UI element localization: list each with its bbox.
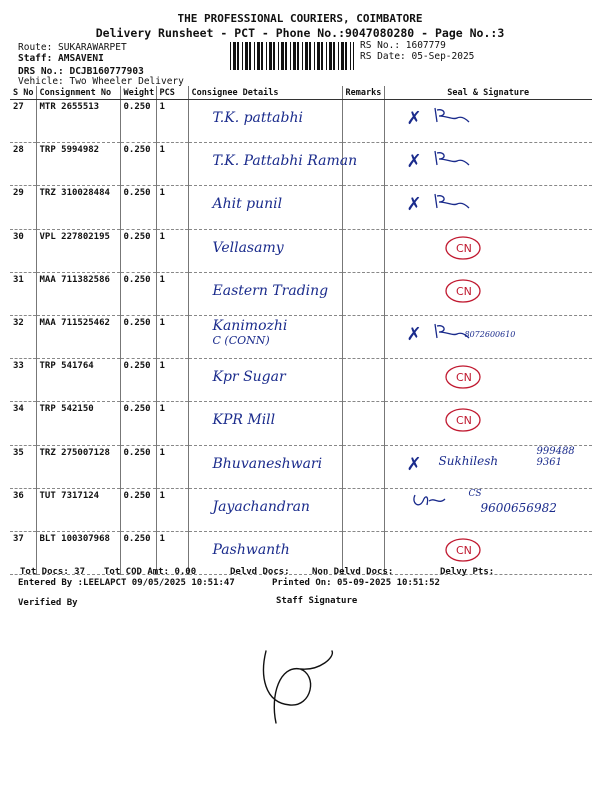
delivered-docs: Delvd Docs: [230,567,290,577]
rs-number: RS No.: 1607779 [360,40,446,51]
table-row [10,100,592,143]
consignment-number: TRP 542150 [36,402,120,445]
entered-by: Entered By :LEELAPCT 09/05/2025 10:51:47 [18,578,235,588]
table-row [10,445,592,488]
cn-stamp [443,234,483,262]
barcode-bar [278,42,279,70]
pieces: 1 [156,402,188,445]
consignee-handwriting [213,456,323,472]
weight: 0.250 [120,272,156,315]
barcode-bar [273,42,275,70]
pieces: 1 [156,186,188,229]
seal-signature-cell [384,359,592,402]
pieces: 1 [156,531,188,574]
consignee-name: Jayachandran [212,498,310,515]
barcode [230,42,354,70]
col-sno: S No [10,86,36,100]
consignment-number: MTR 2655513 [36,100,120,143]
col-seal: Seal & Signature [384,86,592,100]
seal-signature-cell [384,229,592,272]
barcode-bar [249,42,251,70]
table-row [10,402,592,445]
consignee-handwriting [213,499,310,515]
consignee-name: KPR Mill [212,412,276,429]
remarks-cell [342,229,384,272]
remarks-cell [342,488,384,531]
row-sno: 27 [10,100,36,143]
consignee-handwriting [213,153,358,169]
pieces: 1 [156,445,188,488]
delivery-points: Delvy Pts: [440,567,495,577]
remarks-cell [342,100,384,143]
weight: 0.250 [120,488,156,531]
consignment-number: MAA 711382586 [36,272,120,315]
staff-signature-label: Staff Signature [276,596,358,606]
barcode-bar [338,42,339,70]
barcode-bar [237,42,239,70]
printed-on: Printed On: 05-09-2025 10:51:52 [272,578,440,588]
row-sno: 37 [10,531,36,574]
consignee-name: T.K. pattabhi [212,110,303,126]
consignee-note: C (CONN) [212,333,270,347]
seal-note: CS [468,488,482,499]
barcode-bar [309,42,311,70]
remarks-cell [342,272,384,315]
consignment-number: TRZ 310028484 [36,186,120,229]
consignment-number: TRZ 275007128 [36,445,120,488]
barcode-bar [290,42,291,70]
remarks-cell [342,143,384,186]
barcode-bar [254,42,255,70]
consignee-handwriting [213,318,288,347]
consignee-cell [188,402,342,445]
barcode-bar [297,42,299,70]
consignee-name: Vellasamy [212,239,284,256]
weight: 0.250 [120,143,156,186]
barcode-bar [314,42,315,70]
drs-number: DRS No.: DCJB160777903 [18,66,144,77]
row-sno: 32 [10,315,36,358]
col-weight: Weight [120,86,156,100]
cross-mark-icon: ✗ [406,323,422,345]
col-remarks: Remarks [342,86,384,100]
barcode-bar [321,42,323,70]
barcode-bar [345,42,347,70]
table-row [10,272,592,315]
barcode-bar [302,42,303,70]
weight: 0.250 [120,315,156,358]
non-delivered-docs: Non Delvd Docs: [312,567,394,577]
seal-phone: 999488 9361 [536,445,575,468]
consignee-handwriting [213,110,303,126]
pieces: 1 [156,488,188,531]
company-title: THE PROFESSIONAL COURIERS, COIMBATORE [177,12,423,25]
barcode-bar [333,42,335,70]
cross-mark-icon: ✗ [406,151,422,173]
barcode-bar [261,42,263,70]
weight: 0.250 [120,445,156,488]
cn-stamp-text: CN [455,371,472,385]
consignee-name: Kanimozhi [212,317,288,334]
consignee-cell [188,272,342,315]
consignee-handwriting [213,369,286,385]
row-sno: 33 [10,359,36,402]
consignment-table [10,86,592,575]
cross-mark-icon: ✗ [406,194,422,216]
barcode-bar [266,42,267,70]
remarks-cell [342,359,384,402]
route: Route: SUKARAWARPET [18,42,127,53]
consignee-name: T.K. Pattabhi Raman [212,153,358,170]
cn-stamp [443,277,483,305]
row-sno: 28 [10,143,36,186]
table-row [10,531,592,574]
total-docs: Tot Docs: 37 [20,567,86,577]
seal-signature-cell [384,143,592,186]
remarks-cell [342,445,384,488]
table-row [10,186,592,229]
seal-signature-cell [384,186,592,229]
remarks-cell [342,315,384,358]
consignee-cell [188,143,358,186]
consignee-cell [188,186,342,229]
table-header-row [10,86,592,100]
weight: 0.250 [120,359,156,402]
col-consignment: Consignment No [36,86,120,100]
vehicle: Vehicle: Two Wheeler Delivery [18,76,184,87]
consignee-name: Eastern Trading [212,282,329,299]
recipient-signature [431,149,471,169]
weight: 0.250 [120,229,156,272]
barcode-bar [305,42,308,70]
table-row [10,488,592,531]
table-row [10,359,592,402]
pieces: 1 [156,315,188,358]
cross-mark-icon: ✗ [406,108,422,129]
consignee-handwriting [213,412,276,428]
barcode-bar [353,42,354,70]
recipient-signature [431,192,471,212]
row-sno: 31 [10,272,36,315]
pieces: 1 [156,272,188,315]
consignment-number: MAA 711525462 [36,315,120,358]
row-sno: 29 [10,186,36,229]
cross-mark-icon: ✗ [406,453,422,475]
pieces: 1 [156,100,188,143]
remarks-cell [342,402,384,445]
weight: 0.250 [120,402,156,445]
consignee-handwriting [213,542,290,558]
barcode-bar [230,42,231,70]
consignee-cell [188,359,342,402]
seal-signature-cell [384,402,592,445]
row-sno: 30 [10,229,36,272]
runsheet-title: Delivery Runsheet - PCT - Phone No.:9047080280 - Page No.:3 [95,26,505,40]
consignee-handwriting [213,196,283,212]
consignee-name: Pashwanth [212,541,290,558]
row-sno: 34 [10,402,36,445]
cn-stamp-text: CN [455,284,472,298]
recipient-signature [409,491,449,511]
barcode-bar [233,42,236,70]
cn-stamp [443,536,483,564]
cn-stamp-text: CN [455,543,472,557]
consignee-name: Bhuvaneshwari [212,455,323,472]
cn-stamp-text: CN [455,241,472,255]
staff-signature-image [240,645,360,725]
cn-stamp [443,363,483,391]
barcode-bar [257,42,260,70]
barcode-bar [341,42,344,70]
row-sno: 35 [10,445,36,488]
consignee-cell [188,445,342,488]
consignment-number: BLT 100307968 [36,531,120,574]
table-row [10,229,592,272]
rs-date: RS Date: 05-Sep-2025 [360,51,475,62]
weight: 0.250 [120,100,156,143]
barcode-bar [329,42,332,70]
consignee-handwriting [213,240,284,256]
consignment-number: TUT 7317124 [36,488,120,531]
barcode-bar [293,42,296,70]
cn-stamp [443,406,483,434]
seal-phone: 9600656982 [480,500,557,515]
consignee-cell [188,488,342,531]
barcode-bar [326,42,327,70]
barcode-bar [245,42,248,70]
barcode-bar [317,42,320,70]
pieces: 1 [156,359,188,402]
row-sno: 36 [10,488,36,531]
consignee-cell [188,229,342,272]
seal-note: 8072600610 [464,329,516,339]
staff: Staff: AMSAVENI [18,53,104,64]
barcode-bar [269,42,272,70]
recipient-signature [431,106,471,126]
weight: 0.250 [120,531,156,574]
seal-signature-cell [384,272,592,315]
consignee-name: Kpr Sugar [212,369,286,386]
seal-signature-cell [384,445,592,488]
consignee-cell [188,100,342,143]
pieces: 1 [156,229,188,272]
consignment-number: TRP 5994982 [36,143,120,186]
barcode-bar [281,42,284,70]
seal-signature-cell [384,315,592,358]
seal-signature-cell [384,100,592,143]
seal-note: Sukhilesh [438,453,499,468]
pieces: 1 [156,143,188,186]
consignment-number: VPL 227802195 [36,229,120,272]
barcode-bar [350,42,351,70]
consignee-handwriting [213,283,329,299]
barcode-bar [242,42,243,70]
consignment-number: TRP 541764 [36,359,120,402]
total-cod: Tot COD Amt: 0.00 [104,567,197,577]
seal-signature-cell [384,488,592,531]
cn-stamp-text: CN [455,414,472,428]
col-pcs: PCS [156,86,188,100]
barcode-bar [285,42,287,70]
weight: 0.250 [120,186,156,229]
col-consignee: Consignee Details [188,86,342,100]
table-row [10,143,592,186]
consignee-name: Ahit punil [212,196,283,213]
consignee-cell [188,315,342,358]
verified-by: Verified By [18,598,78,608]
remarks-cell [342,186,384,229]
table-row [10,315,592,358]
